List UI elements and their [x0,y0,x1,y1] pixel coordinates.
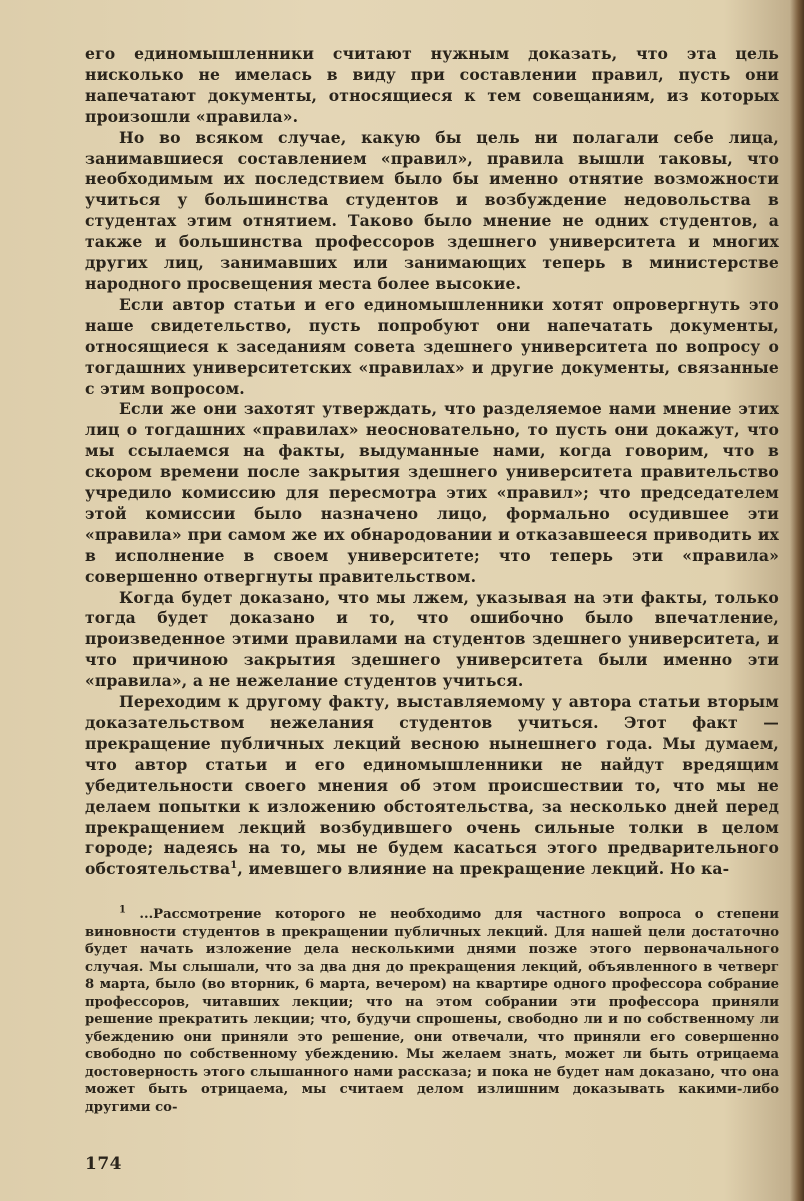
paragraph-continued: его единомышленники считают нужным доказать, что эта цель нисколько не имелась в виду при составлении правил, пусть они напечатают документы, относящиеся к тем совещаниям, из которых произошли «правила». [85,44,779,126]
paragraph: Когда будет доказано, что мы лжем, указывая на эти факты, только тогда будет доказано и то, что ошибочно было впечатление, произведенное этими правилами на студентов здешнего университета, и что причиною закрытия здешнего университета были именно эти «правила», а не нежелание студентов учиться. [85,587,779,691]
footnote-text [85,906,779,1116]
page-edge-shadow [790,0,804,1201]
paragraph-text-tail: , имевшего влияние на прекращение лекций. Но ка- [237,859,730,879]
paragraph: Если же они захотят утверждать, что разделяемое нами мнение этих лиц о тогдашних «правилах» неосновательно, то пусть они докажут, что мы ссылаемся на факты, выдуманные нами, когда говорим, что в скором времени после закрытия здешнего университета правительство учредило комиссию для пересмотра этих «правил»; что председателем этой комиссии было назначено лицо, формально осудившее эти «правила» при самом же их обнародовании и отказавшееся приводить их в исполнение в своем университете; что теперь эти «правила» совершенно отвергнуты правительством. [85,399,779,586]
page-number: 174 [85,1154,122,1174]
footnote-marker: 1 [119,904,126,916]
footnote-reference: 1 [230,860,238,872]
paragraph-text: Переходим к другому факту, выставляемому у автора статьи вторым доказательством нежелания студентов учиться. Этот факт — прекращение публичных лекций весною нынешнего года. Мы думаем, что автор статьи и его единомышленники не найдут вредящим убедительности своего мнения об этом происшествии то, что мы не делаем попытки к изложению обстоятельства, за несколько дней перед прекращением лекций возбудившего очень сильные толки в целом городе; надеясь на то, мы не будем касаться этого предварительного обстоятельства [85,692,779,879]
paragraph: Если автор статьи и его единомышленники хотят опровергнуть это наше свидетельство, пусть попробуют они напечатать документы, относящиеся к заседаниям совета здешнего университета по вопросу о тогдашних университетских «правилах» и другие документы, связанные с этим вопросом. [85,294,779,398]
paragraph-with-footnote [85,692,779,880]
footnote [85,906,779,1116]
footnote-body: ...Рассмотрение которого не необходимо для частного вопроса о степени виновности студентов в прекращении публичных лекций. Для нашей цели достаточно будет начать изложение дела несколькими днями позже этого первоначального случая. Мы слышали, что за два дня до прекращения лекций, объявленного в четверг 8 марта, было (во вторник, 6 марта, вечером) на квартире одного профессора собрание профессоров, читавших лекции; что на этом собрании эти профессора приняли решение прекратить лекции; что, будучи спрошены, свободно ли и по собственному ли убеждению они приняли это решение, они отвечали, что приняли его совершенно свободно по собственному убеждению. Мы желаем знать, может ли быть отрицаема достоверность этого слышанного нами рассказа; и пока не будет нам доказано, что она может быть отрицаема, мы считаем делом излишним доказывать какими-либо другими со- [85,907,779,1115]
main-text [85,44,779,880]
paragraph: Но во всяком случае, какую бы цель ни полагали себе лица, занимавшиеся составлением «правил», правила вышли таковы, что необходимым их последствием было бы именно отнятие возможности учиться у большинства студентов и возбуждение недовольства в студентах этим отнятием. Таково было мнение не одних студентов, а также и большинства профессоров здешнего университета и многих других лиц, занимавших или занимающих теперь в министерстве народного просвещения места более высокие. [85,127,779,293]
